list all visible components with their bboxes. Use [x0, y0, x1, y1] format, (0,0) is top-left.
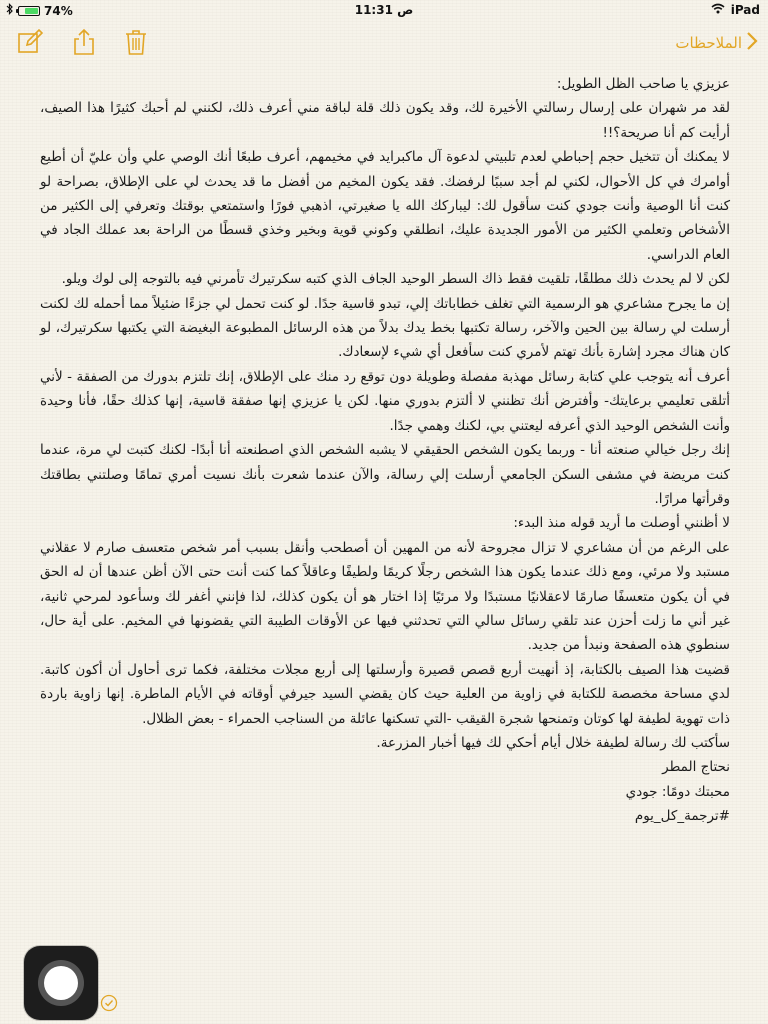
note-line: قضيت هذا الصيف بالكتابة، إذ أنهيت أربع قصص قصيرة وأرسلتها إلى أربع مجلات مختلفة، فكما ترى أحاول أن أكون كاتبة. لدي مساحة مخصصة للكتابة في زاوية من العلية حيث كان يقضي السيد جيرفي أوقاته في الأيام الماطرة. إنها زاوية باردة ذات تهوية لطيفة لها كوتان وتمنحها شجرة القيقب -التي تسكنها عائلة من السناجب الحمراء - بعض الظلال.: [40, 661, 730, 727]
wifi-icon: [711, 3, 725, 17]
status-bar: [0, 0, 768, 20]
share-icon[interactable]: [70, 28, 98, 56]
note-line: نحتاج المطر: [662, 759, 730, 776]
note-body[interactable]: [40, 72, 730, 829]
status-right: [711, 3, 760, 17]
note-line: عزيزي يا صاحب الظل الطويل:: [556, 76, 730, 92]
toolbar: [0, 22, 768, 62]
note-line: أعرف أنه يتوجب علي كتابة رسائل مهذبة مفصلة وطويلة دون توقع رد منك على الإطلاق، إنك تلتزم بدورك من الصفقة - لأني أتلقى تعليمي برعايتك- وأفترض أنك تظنني لا ألتزم بدوري منها. لكن يا عزيزي إنها صفقة قاسية، إنها كذلك حقًا، فأنا وحيدة وأنت الشخص الوحيد الذي أعرفه ليعتني بي، لكنك وهمي جدًا.: [40, 368, 730, 434]
assistive-dot: [44, 966, 78, 1000]
checklist-icon[interactable]: [100, 994, 118, 1012]
note-line: إنك رجل خيالي صنعته أنا - وربما يكون الشخص الحقيقي لا يشبه الشخص الذي اصطنعته أنا أبدًا- لكنك كتبت لي مرة، عندما كنت مريضة في مشفى السكن الجامعي أرسلت إلي رسالة، والآن عندما شعرت بأنك نسيت أمري تمامًا وصلتني بطاقتك وقرأتها مرارًا.: [40, 442, 730, 507]
note-line: لكن لا لم يحدث ذلك مطلقًا، تلقيت فقط ذاك السطر الوحيد الجاف الذي كتبه سكرتيرك تأمرني فيه بالتوجه إلى لوك ويلو.: [61, 271, 730, 288]
note-hashtag[interactable]: #ترجمة_كل_يوم: [634, 808, 730, 825]
chevron-right-icon: [746, 31, 758, 55]
battery-percent: 74%: [44, 3, 73, 18]
note-line: على الرغم من أن مشاعري لا تزال مجروحة لأنه من المهين أن أصطحب وأنقل بسبب أمر شخص متعسف صارم لا عقلاني مستبد ولا مرئي، ومع ذلك عندما يكون هذا الشخص رجلًا كريمًا ولطيفًا وعاقلاً كما كنت أنت حتى الآن أظن عندها أن له الحق في أن يكون متعسفًا صارمًا لاعقلانيًا مستبدًا ولا مرئيًا إذا اختار هو أن يكون كذلك، لذا فإنني أغفر لك وسأعود لمرحي ثانية، غير أني ما زلت أحزن عند تلقي رسائل سالي التي تحدثني فيها عن الأوقات الطيبة التي يقضونها في المخيم. على أية حال، سنطوي هذه الصفحة ونبدأ من جديد.: [40, 539, 730, 654]
note-signature: محبتك دومًا: جودي: [625, 783, 730, 800]
compose-icon[interactable]: [16, 28, 44, 56]
status-time: 11:31 ص: [354, 3, 414, 17]
note-line: إن ما يجرح مشاعري هو الرسمية التي تغلف خطاباتك إلي، تبدو قاسية جدًا. لو كنت تحمل لي جزءًا ضئيلاً مما أحمله لك لكنت أرسلت لي رسالة بين الحين والآخر، رسالة تكتبها بخط يدك بدلاً من هذه الرسائل المطبوعة البغيضة التي يكتبها سكرتيرك، لو كان هناك مجرد إشارة بأنك تهتم لأمري كنت سأفعل أي شيء لإسعادك.: [40, 295, 730, 361]
note-line: لا أظنني أوصلت ما أريد قوله منذ البدء:: [513, 515, 730, 532]
note-line: سأكتب لك رسالة لطيفة خلال أيام أحكي لك فيها أخبار المزرعة.: [376, 734, 730, 751]
device-name: iPad: [730, 3, 760, 17]
assistive-touch-button[interactable]: [24, 946, 98, 1020]
back-to-notes-button[interactable]: [675, 31, 758, 55]
assistive-ring: [38, 960, 84, 1006]
note-line: لقد مر شهران على إرسال رسالتي الأخيرة لك، وقد يكون ذلك قلة لباقة مني أعرف ذلك، لكنني لم أحبك كثيرًا هذا الصيف، أرأيت كم أنا صريحة؟!!: [40, 100, 730, 141]
trash-icon[interactable]: [122, 28, 150, 56]
note-line: لا يمكنك أن تتخيل حجم إحباطي لعدم تلبيتي لدعوة آل ماكبرايد في مخيمهم، أعرف طبعًا أنك الوصي علي وأن عليّ أن أطيع أوامرك في كل الأحوال، لكني لم أجد سببًا لرفضك. فقد يكون المخيم من أفضل ما قد يحدث لي على الإطلاق، بصراحة لو كنت أنا الوصية وأنت جودي كنت سأقول لك: ليباركك الله يا صغيرتي، اذهبي فورًا واستمتعي بوقتك وتعرفي إلى الكثير من الأشخاص وتعلمي الكثير من الأمور الجديدة عليك، انطلقي وكوني قوية وبخير وخذي قسطًا من الراحة بعد عملك الجاد في العام الدراسي.: [40, 149, 730, 263]
back-label: الملاحظات: [675, 34, 742, 52]
